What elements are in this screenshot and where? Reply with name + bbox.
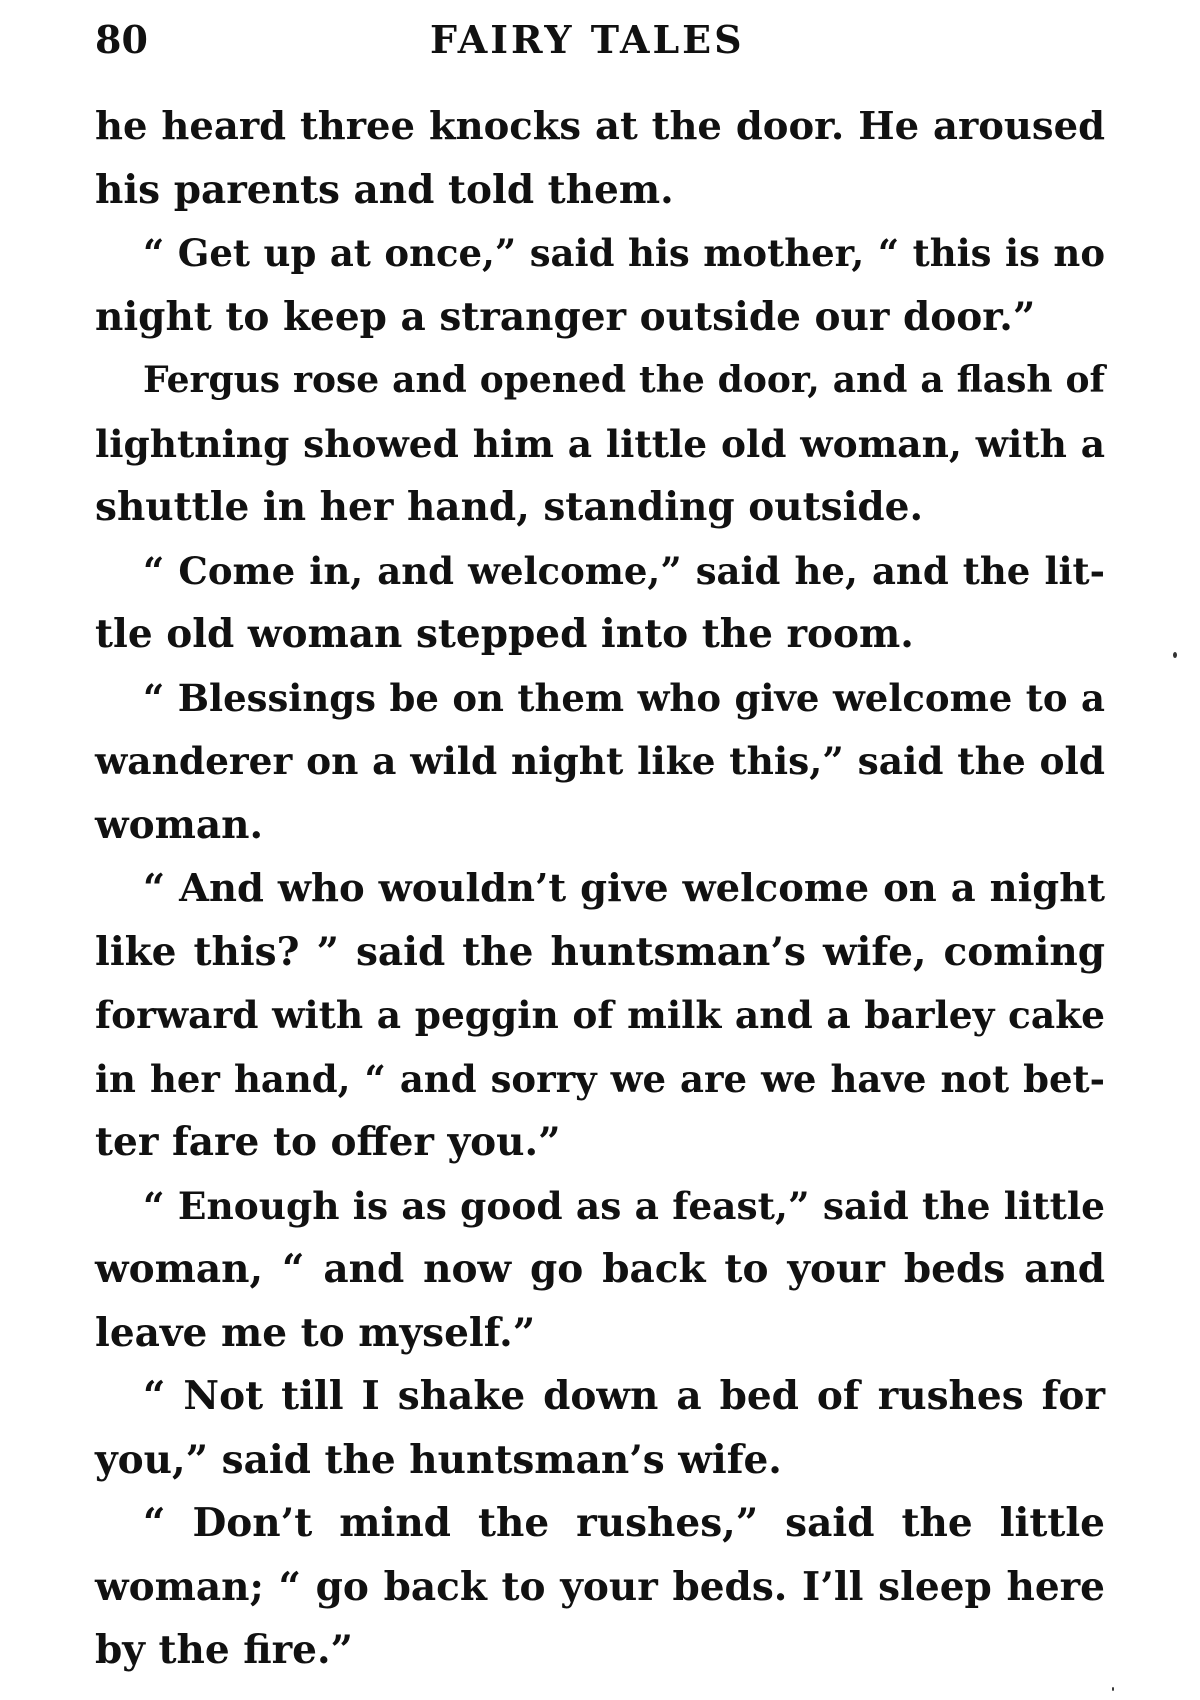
text-line: ter fare to offer you.” bbox=[95, 1119, 561, 1165]
text-line: wanderer on a wild night like this,” said the old bbox=[95, 739, 1105, 783]
text-line: woman; “ go back to your beds. I’ll sleep here bbox=[95, 1563, 1105, 1610]
text-line: “ Enough is as good as a feast,” said the little bbox=[143, 1183, 1105, 1228]
text-line: night to keep a stranger outside our door.” bbox=[95, 293, 1036, 340]
text-line: “ Come in, and welcome,” said he, and the lit- bbox=[143, 548, 1105, 593]
text-line: he heard three knocks at the door. He aroused bbox=[95, 104, 1105, 149]
text-line: tle old woman stepped into the room. bbox=[95, 611, 914, 657]
page-header bbox=[95, 10, 1105, 70]
scan-speck bbox=[1112, 1687, 1114, 1691]
text-line: “ Get up at once,” said his mother, “ this is no bbox=[143, 231, 1105, 275]
text-line: shuttle in her hand, standing outside. bbox=[95, 484, 924, 530]
text-line: “ And who wouldn’t give welcome on a night bbox=[143, 866, 1105, 911]
text-line: woman. bbox=[95, 801, 264, 848]
scan-speck bbox=[1173, 652, 1177, 658]
text-line: like this? ” said the huntsman’s wife, coming bbox=[95, 928, 1105, 975]
text-line: by the fire.” bbox=[95, 1627, 353, 1673]
text-line: forward with a peggin of milk and a barley cake bbox=[95, 993, 1105, 1037]
body-text bbox=[95, 95, 1105, 1683]
text-line: you,” said the huntsman’s wife. bbox=[95, 1436, 782, 1483]
text-line: woman, “ and now go back to your beds and bbox=[95, 1246, 1105, 1292]
text-line: lightning showed him a little old woman, with a bbox=[95, 421, 1105, 466]
page-number: 80 bbox=[95, 17, 148, 62]
text-line: “ Not till I shake down a bed of rushes for bbox=[143, 1373, 1105, 1419]
text-line: in her hand, “ and sorry we are we have not bet- bbox=[95, 1056, 1105, 1101]
text-line: “ Blessings be on them who give welcome to a bbox=[143, 675, 1105, 720]
text-line: leave me to myself.” bbox=[95, 1309, 536, 1356]
text-line: his parents and told them. bbox=[95, 166, 674, 213]
running-title: FAIRY TALES bbox=[430, 17, 745, 62]
text-line: Fergus rose and opened the door, and a flash of bbox=[143, 359, 1105, 401]
text-line: “ Don’t mind the rushes,” said the little bbox=[143, 1500, 1105, 1546]
